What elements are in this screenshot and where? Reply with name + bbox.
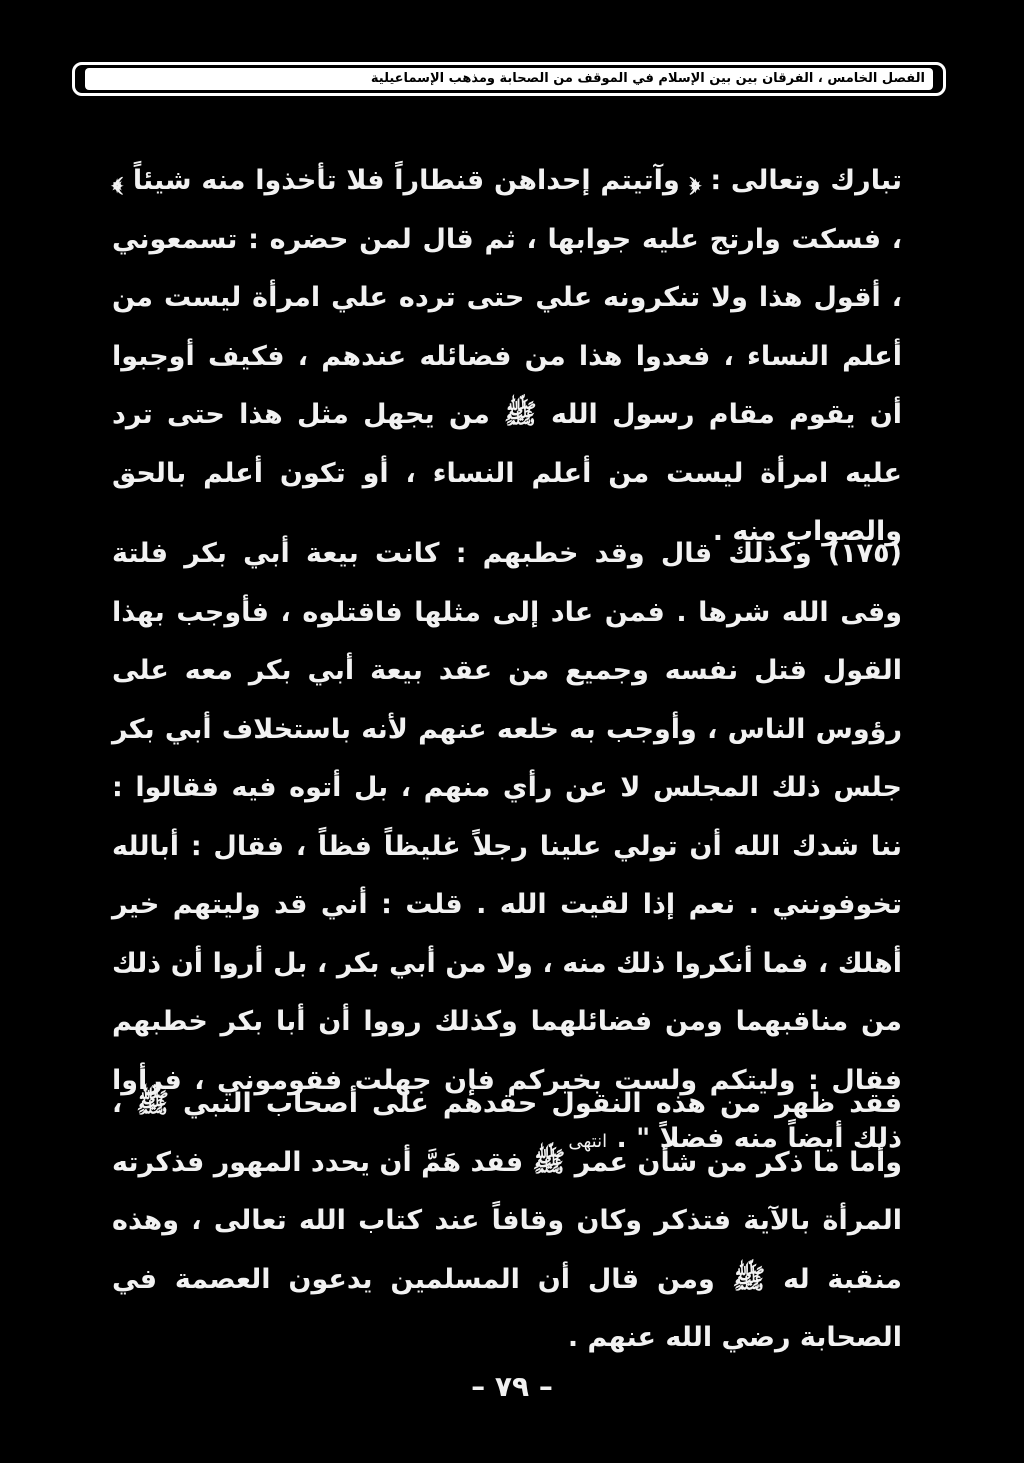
running-header bbox=[72, 62, 946, 96]
paragraph-2-end-marker: انتهى bbox=[568, 1131, 608, 1152]
paragraph-3: فقد ظهر من هذه النقول حقدهم على أصحاب النبي ﷺ ، وأما ما ذكر من شأن عمر ﷺ فقد هَمَّ أن يحدد المهور فذكرته المرأة بالآية فتذكر وكان وقافاً عند كتاب الله تعالى ، وهذه منقبة له ﷺ ومن قال أن المسلمين يدعون العصمة في الصحابة رضي الله عنهم . bbox=[112, 1088, 902, 1353]
page-number: – ٧٩ – bbox=[471, 1370, 553, 1403]
paragraph-1: تبارك وتعالى : ﴿ وآتيتم إحداهن قنطاراً فلا تأخذوا منه شيئاً ﴾ ، فسكت وارتج عليه جوابها ، ثم قال لمن حضره : تسمعوني ، أقول هذا ولا تنكرونه علي حتى ترده علي امرأة ليست من أعلم النساء ، فعدوا هذا من فضائله عندهم ، فكيف أوجبوا أن يقوم مقام رسول الله ﷺ من يجهل مثل هذا حتى ترد عليه امرأة ليست من أعلم النساء ، أو تكون أعلم بالحق والصواب منه . bbox=[112, 165, 902, 547]
paragraph-2-text: (١٧٥) وكذلك قال وقد خطبهم : كانت بيعة أبي بكر فلتة وقى الله شرها . فمن عاد إلى مثلها فاقتلوه ، فأوجب بهذا القول قتل نفسه وجميع من عقد بيعة أبي بكر معه على رؤوس الناس ، وأوجب به خلعه عنهم لأنه باستخلاف أبي بكر جلس ذلك المجلس لا عن رأي منهم ، بل أتوه فيه فقالوا : ننا شدك الله أن تولي علينا رجلاً غليظاً فظاً ، فقال : أبالله تخوفونني . نعم إذا لقيت الله . قلت : أني قد وليتهم خير أهلك ، فما أنكروا ذلك منه ، ولا من أبي بكر ، بل أروا أن ذلك من مناقبهما ومن فضائلهما وكذلك رووا أن أبا بكر خطبهم فقال : وليتكم ولست بخيركم فإن جهلت فقوموني ، فرأوا ذلك أيضاً منه فضلاً " . bbox=[112, 538, 902, 1154]
running-header-title: الفصل الخامس ، الفرقان بين بين الإسلام في الموقف من الصحابة ومذهب الإسماعيلية bbox=[85, 68, 933, 90]
